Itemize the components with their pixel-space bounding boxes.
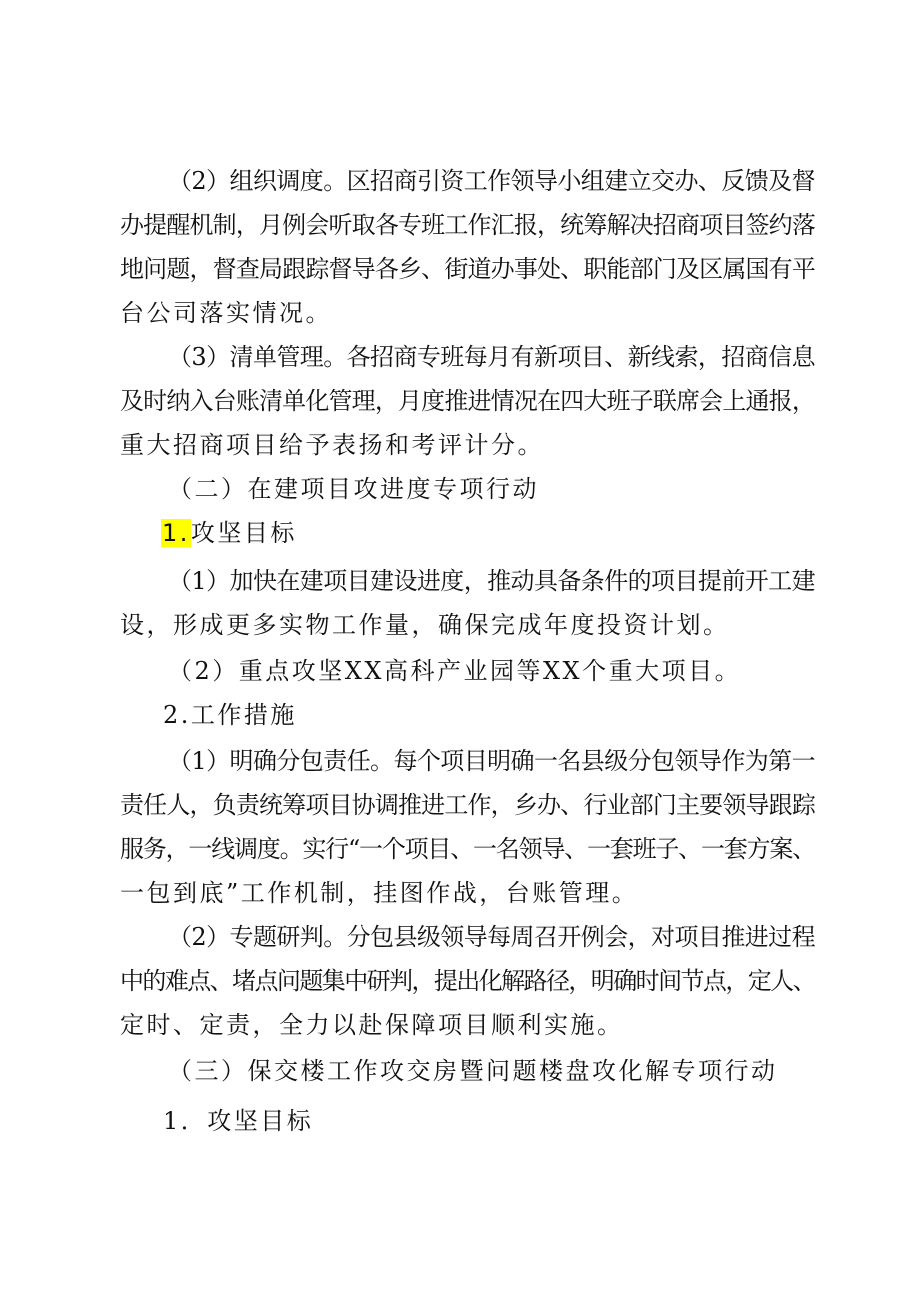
paragraph-line: （2）重点攻坚XX高科产业园等XX个重大项目。 <box>168 657 742 685</box>
paragraph-line: 及时纳入台账清单化管理，月度推进情况在四大班子联席会上通报， <box>120 387 815 415</box>
subsection-title: 攻坚目标 <box>190 519 297 547</box>
paragraph-line: 设，形成更多实物工作量，确保完成年度投资计划。 <box>120 611 730 639</box>
paragraph-line: 定时、定责，全力以赴保障项目顺利实施。 <box>120 1011 624 1039</box>
section-heading: （二）在建项目攻进度专项行动 <box>168 475 539 503</box>
section-heading: （三）保交楼工作攻交房暨问题楼盘攻化解专项行动 <box>168 1057 778 1085</box>
paragraph-line: 一包到底”工作机制，挂图作战，台账管理。 <box>120 879 639 907</box>
subsection-heading: 2.工作措施 <box>163 701 297 729</box>
paragraph-line: 中的难点、堵点问题集中研判，提出化解路径，明确时间节点，定人、 <box>120 967 815 995</box>
paragraph-line: 地问题，督查局跟踪督导各乡、街道办事处、职能部门及区属国有平 <box>120 255 815 283</box>
paragraph-line: 办提醒机制，月例会听取各专班工作汇报，统筹解决招商项目签约落 <box>120 211 815 239</box>
paragraph-line: （1）明确分包责任。每个项目明确一名县级分包领导作为第一 <box>168 747 815 775</box>
highlighted-number: 1. <box>162 519 190 547</box>
subsection-heading <box>163 518 297 548</box>
paragraph-line: 责任人，负责统筹项目协调推进工作，乡办、行业部门主要领导跟踪 <box>120 791 815 819</box>
paragraph-line: （3）清单管理。各招商专班每月有新项目、新线索，招商信息 <box>168 343 815 371</box>
paragraph-line: 台公司落实情况。 <box>120 299 332 327</box>
paragraph-line: （1）加快在建项目建设进度，推动具备条件的项目提前开工建 <box>168 567 815 595</box>
paragraph-line: （2）组织调度。区招商引资工作领导小组建立交办、反馈及督 <box>168 167 815 195</box>
paragraph-line: 服务，一线调度。实行“一个项目、一名领导、一套班子、一套方案、 <box>120 835 815 863</box>
subsection-heading: 1．攻坚目标 <box>163 1107 314 1135</box>
paragraph-line: 重大招商项目给予表扬和考评计分。 <box>120 431 544 459</box>
paragraph-line: （2）专题研判。分包县级领导每周召开例会，对项目推进过程 <box>168 923 815 951</box>
